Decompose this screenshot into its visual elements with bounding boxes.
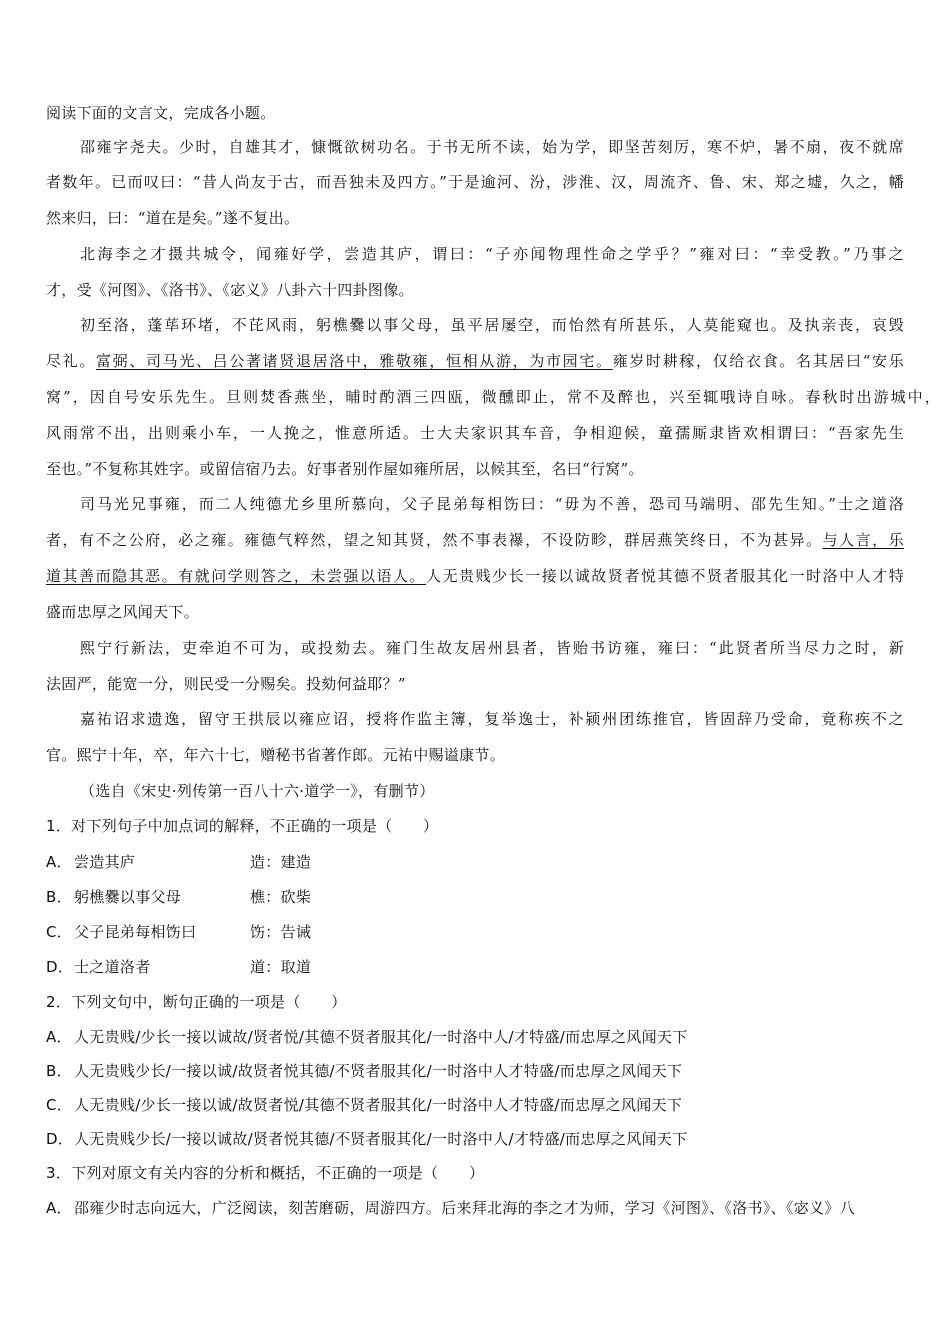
question-3-stem: 3．下列对原文有关内容的分析和概括，不正确的一项是（ ） <box>46 1164 485 1182</box>
question-1-option-c[interactable] <box>46 922 311 942</box>
option-label: D． <box>46 1130 74 1148</box>
option-gloss: 饬：告诫 <box>250 923 312 941</box>
option-gloss: 道：取道 <box>250 958 312 976</box>
question-3-option-a[interactable] <box>46 1198 904 1218</box>
option-label: D． <box>46 958 74 976</box>
option-gloss: 樵：砍柴 <box>250 888 312 906</box>
passage-p6-line2: 官。熙宁十年，卒，年六十七，赠秘书省著作郎。元祐中赐谥康节。 <box>46 746 506 764</box>
option-label: B． <box>46 888 72 906</box>
option-text: 人无贵贱少长/一接以诚故/贤者悦其德/不贤者服其化/一时洛中人/才特盛/而忠厚之风闻天下 <box>74 1130 688 1148</box>
option-text: 尝造其庐 <box>74 853 136 871</box>
option-label: C． <box>46 923 73 941</box>
passage-p4-line2-start: 者，有不之公府，必之雍。雍德气粹然，望之知其贤，然不事表襮，不设防畛，群居燕笑终日，不为甚异。 <box>46 531 823 549</box>
passage-p5-line1: 熙宁行新法，吏牵迫不可为，或投劾去。雍门生故友居州县者，皆贻书访雍，雍曰：“此贤者所当尽力之时，新 <box>80 639 904 657</box>
option-gloss: 造：建造 <box>250 853 312 871</box>
question-2-option-c[interactable] <box>46 1095 682 1115</box>
passage-p3-line1: 初至洛，蓬荜环堵，不芘风雨，躬樵爨以事父母，虽平居屡空，而怡然有所甚乐，人莫能窥也。及执亲丧，哀毁 <box>80 316 904 334</box>
question-1-option-d[interactable] <box>46 957 311 977</box>
option-text: 父子昆弟每相饬曰 <box>74 923 197 941</box>
passage-p3-line2 <box>46 351 904 371</box>
question-1-option-b[interactable] <box>46 887 311 907</box>
passage-p3-line5: 至也。”不复称其姓字。或留信宿乃去。好事者别作屋如雍所居，以候其至，名曰“行窝”。 <box>46 460 644 478</box>
question-2-option-b[interactable] <box>46 1061 682 1081</box>
passage-p3-line2-end: 雍岁时耕稼，仅给衣食。名其居曰“安乐 <box>612 352 904 370</box>
passage-p1-line3: 然来归，曰：“道在是矣。”遂不复出。 <box>46 209 300 227</box>
passage-p2-line1: 北海李之才摄共城令，闻雍好学，尝造其庐，谓曰：“子亦闻物理性命之学乎？”雍对曰：“幸受教。”乃事之 <box>80 245 904 263</box>
passage-p3-line3: 窝”，因自号安乐先生。旦则焚香燕坐，晡时酌酒三四瓯，微醺即止，常不及醉也，兴至辄哦诗自咏。春秋时出游城中， <box>46 388 940 406</box>
option-text: 人无贵贱/少长一接以诚/故贤者悦/其德不贤者服其化/一时洛中人才特盛/而忠厚之风闻天下 <box>74 1096 683 1114</box>
option-text: 躬樵爨以事父母 <box>74 888 182 906</box>
option-label: A． <box>46 1199 72 1217</box>
underlined-translation-sentence-2b: 道其善而隐其恶。有就问学则答之，未尝强以语人。 <box>46 567 427 585</box>
passage-p4-line3 <box>46 566 904 586</box>
option-label: A． <box>46 853 72 871</box>
option-label: B． <box>46 1062 72 1080</box>
option-label: C． <box>46 1096 73 1114</box>
passage-p4-line1: 司马光兄事雍，而二人纯德尤乡里所慕向，父子昆弟每相饬曰：“毋为不善，恐司马端明、邵先生知。”士之道洛 <box>80 495 904 513</box>
question-1-option-a[interactable] <box>46 852 311 872</box>
option-text: 人无贵贱少长/一接以诚/故贤者悦其德/不贤者服其化/一时洛中人才特盛/而忠厚之风闻天下 <box>74 1062 683 1080</box>
passage-p3-line4: 风雨常不出，出则乘小车，一人挽之，惟意所适。士大夫家识其车音，争相迎候，童孺厮隶皆欢相谓曰：“吾家先生 <box>46 424 904 442</box>
passage-p1-line1: 邵雍字尧夫。少时，自雄其才，慷慨欲树功名。于书无所不读，始为学，即坚苦刻厉，寒不炉，暑不扇，夜不就席 <box>80 138 904 156</box>
passage-p6-line1: 嘉祐诏求遗逸，留守王拱辰以雍应诏，授将作监主簿，复举逸士，补颍州团练推官，皆固辞乃受命，竟称疾不之 <box>80 710 904 728</box>
passage-p4-line2 <box>46 530 904 550</box>
passage-source: （选自《宋史·列传第一百八十六·道学一》，有删节） <box>80 782 435 800</box>
passage-p4-line3-end: 人无贵贱少长一接以诚故贤者悦其德不贤者服其化一时洛中人才特 <box>426 567 905 585</box>
underlined-translation-sentence-1: 富弼、司马光、吕公著诸贤退居洛中，雅敬雍，恒相从游，为市园宅。 <box>96 352 613 370</box>
option-label: A． <box>46 1028 72 1046</box>
passage-p1-line2: 者数年。已而叹曰：“昔人尚友于古，而吾独未及四方。”于是逾河、汾，涉淮、汉，周流齐、鲁、宋、郑之墟，久之，幡 <box>46 173 904 191</box>
option-text: 人无贵贱/少长一接以诚故/贤者悦/其德不贤者服其化/一时洛中人/才特盛/而忠厚之风闻天下 <box>74 1028 688 1046</box>
question-2-option-d[interactable] <box>46 1129 688 1149</box>
passage-p2-line2: 才，受《河图》、《洛书》、《宓义》八卦六十四卦图像。 <box>46 281 414 299</box>
passage-p4-line4: 盛而忠厚之风闻天下。 <box>46 603 200 621</box>
option-text: 士之道洛者 <box>74 958 151 976</box>
instruction: 阅读下面的文言文，完成各小题。 <box>46 104 276 122</box>
question-1-stem: 1．对下列句子中加点词的解释，不正确的一项是（ ） <box>46 817 439 835</box>
passage-p3-line2-start: 尽礼。 <box>46 352 97 370</box>
passage-p5-line2: 法固严，能宽一分，则民受一分赐矣。投劾何益耶？” <box>46 675 406 693</box>
question-2-option-a[interactable] <box>46 1027 688 1047</box>
underlined-translation-sentence-2a: 与人言，乐 <box>822 531 904 549</box>
question-2-stem: 2．下列文句中，断句正确的一项是（ ） <box>46 993 347 1011</box>
option-text: 邵雍少时志向远大，广泛阅读，刻苦磨砺，周游四方。后来拜北海的李之才为师，学习《河图》、《洛书》、《宓义》八 <box>74 1199 855 1217</box>
